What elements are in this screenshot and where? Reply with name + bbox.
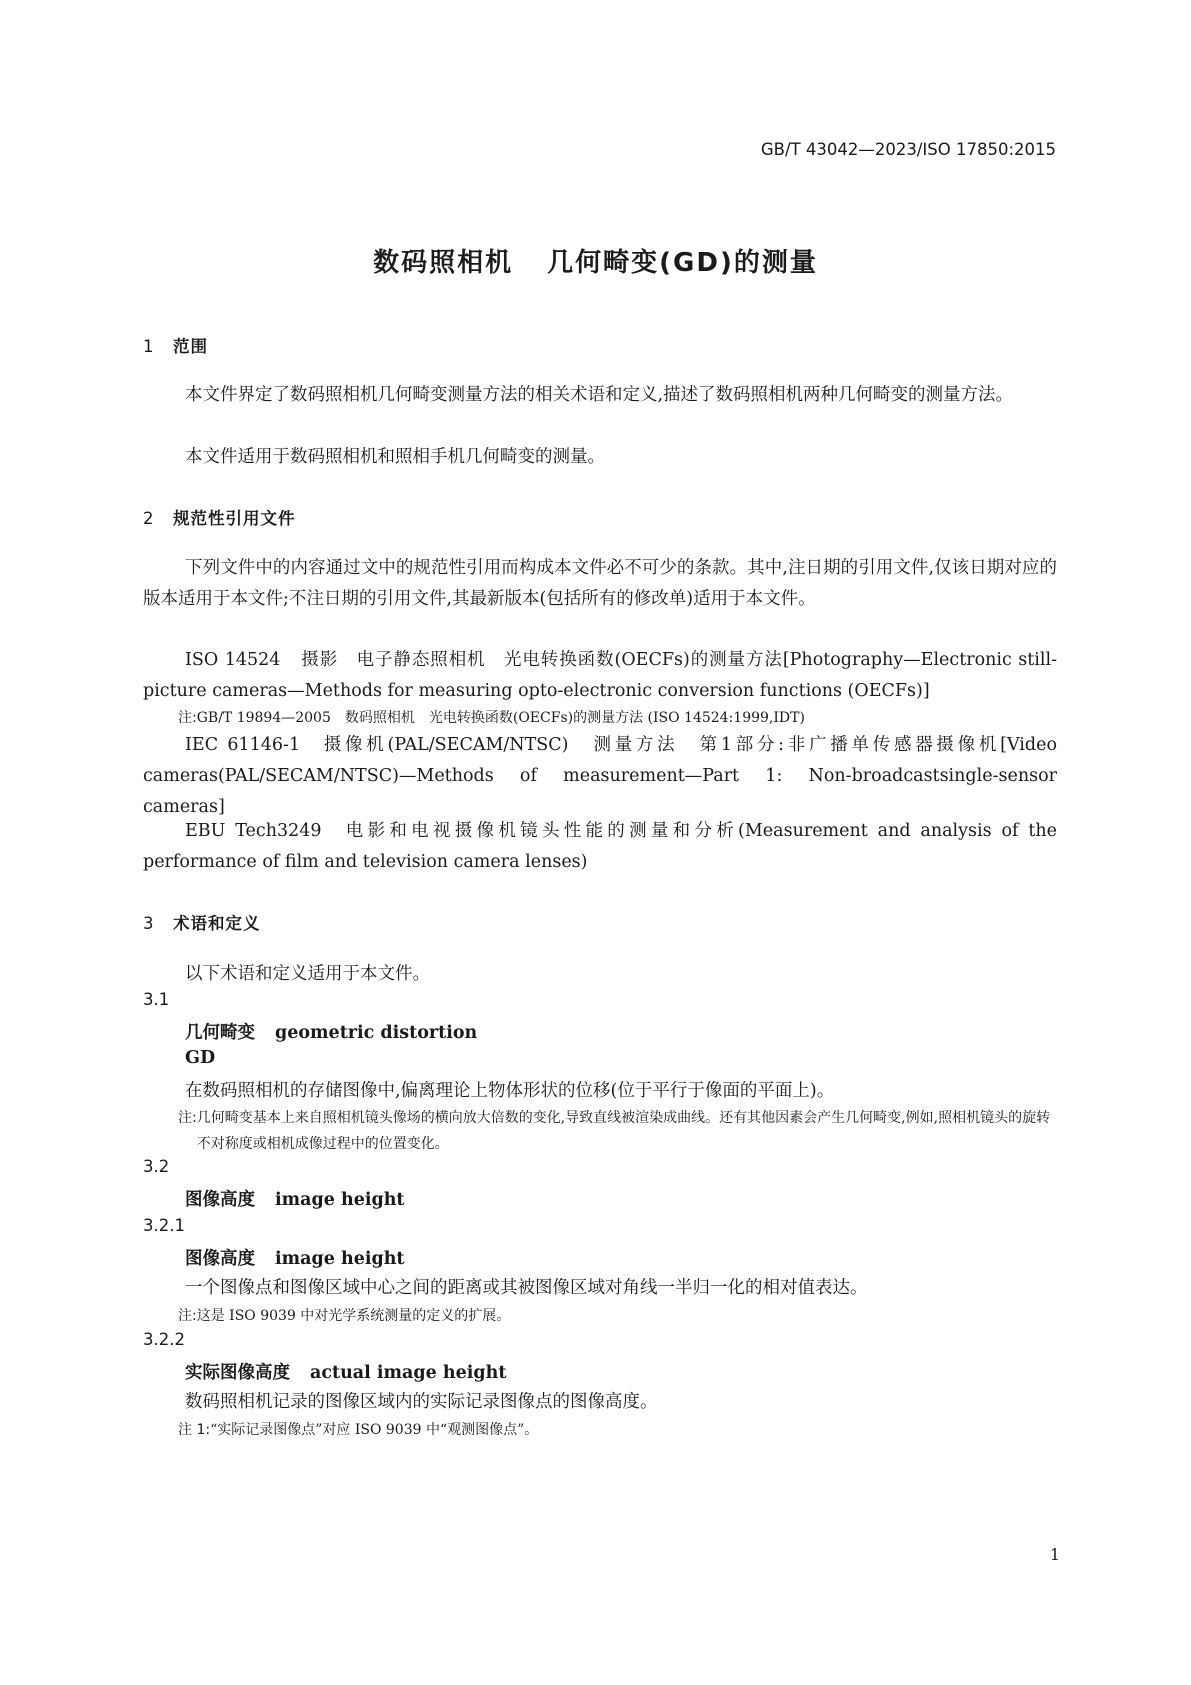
reference-title-en: [Video cameras(PAL/SECAM/NTSC)—Methods of measurement—Part 1: Non-broadcastsingle-sensor cameras] <box>143 735 1057 817</box>
reference-iec-61146-1 <box>143 730 1057 823</box>
section-3-heading <box>143 910 261 934</box>
reference-note: 注:GB/T 19894—2005 数码照相机 光电转换函数(OECFs)的测量方法 (ISO 14524:1999,IDT) <box>178 710 805 726</box>
reference-iso-14524 <box>143 645 1057 707</box>
section-2-title: 规范性引用文件 <box>173 509 296 528</box>
term-3-2-1-definition: 一个图像点和图像区域中心之间的距离或其被图像区域对角线一半归一化的相对值表达。 <box>185 1278 868 1298</box>
reference-title-en: (Measurement and analysis of the performance of film and television camera lenses) <box>143 821 1057 872</box>
reference-title-zh: 摄影 电子静态照相机 光电转换函数(OECFs)的测量方法 <box>300 650 783 670</box>
reference-title-en: [Photography—Electronic still-picture cameras—Methods for measuring opto-electronic conversion functions (OECFs)] <box>143 650 1057 701</box>
term-3-1-note: 注: 几何畸变基本上来自照相机镜头像场的横向放大倍数的变化,导致直线被渲染成曲线。还有其他因素会产生几何畸变,例如,照相机镜头的旋转不对称度或相机成像过程中的位置变化。 <box>178 1110 1051 1152</box>
section-2-paragraph-1: 下列文件中的内容通过文中的规范性引用而构成本文件必不可少的条款。其中,注日期的引用文件,仅该日期对应的版本适用于本文件;不注日期的引用文件,其最新版本(包括所有的修改单)适用于本文件。 <box>143 558 1057 609</box>
reference-title-zh: 电影和电视摄像机镜头性能的测量和分析 <box>341 821 739 841</box>
section-2-heading <box>143 505 296 529</box>
term-3-2-1-note: 注:这是 ISO 9039 中对光学系统测量的定义的扩展。 <box>178 1308 511 1324</box>
term-3-2-2-note: 注 1:“实际记录图像点”对应 ISO 9039 中“观测图像点”。 <box>178 1422 539 1438</box>
reference-id: EBU Tech3249 <box>185 821 322 841</box>
section-3-number: 3 <box>143 914 155 933</box>
section-1-title: 范围 <box>173 337 208 356</box>
term-3-2-2-number: 3.2.2 <box>143 1330 185 1349</box>
reference-id: ISO 14524 <box>185 650 281 670</box>
section-1-number: 1 <box>143 337 155 356</box>
section-2-number: 2 <box>143 509 155 528</box>
term-3-1-definition: 在数码照相机的存储图像中,偏离理论上物体形状的位移(位于平行于像面的平面上)。 <box>185 1081 835 1101</box>
term-3-1: 几何畸变 geometric distortion <box>185 1023 478 1043</box>
section-1-paragraph-1: 本文件界定了数码照相机几何畸变测量方法的相关术语和定义,描述了数码照相机两种几何畸变的测量方法。 <box>185 385 1014 405</box>
term-3-2-number: 3.2 <box>143 1157 170 1176</box>
title-part1: 数码照相机 <box>373 248 514 278</box>
document-number: GB/T 43042—2023/ISO 17850:2015 <box>760 140 1056 159</box>
term-3-2-2: 实际图像高度 actual image height <box>185 1363 507 1383</box>
section-3-intro: 以下术语和定义适用于本文件。 <box>185 964 430 984</box>
term-3-2-1: 图像高度 image height <box>185 1249 405 1269</box>
page-number: 1 <box>1049 1545 1060 1564</box>
term-3-1-abbreviation: GD <box>185 1048 216 1068</box>
term-3-2-2-definition: 数码照相机记录的图像区域内的实际记录图像点的图像高度。 <box>185 1392 658 1412</box>
reference-ebu-tech3249 <box>143 816 1057 878</box>
page-title <box>0 242 1191 279</box>
reference-id: IEC 61146-1 <box>185 735 301 755</box>
title-part2: 几何畸变(GD)的测量 <box>547 248 818 278</box>
section-3-title: 术语和定义 <box>173 914 261 933</box>
section-1-heading <box>143 333 208 357</box>
term-3-1-number: 3.1 <box>143 990 170 1009</box>
term-3-2: 图像高度 image height <box>185 1190 405 1210</box>
term-3-2-1-number: 3.2.1 <box>143 1216 185 1235</box>
reference-title-zh: 摄像机(PAL/SECAM/NTSC) 测量方法 第1部分:非广播单传感器摄像机 <box>320 735 1001 755</box>
section-1-paragraph-2: 本文件适用于数码照相机和照相手机几何畸变的测量。 <box>185 447 605 467</box>
